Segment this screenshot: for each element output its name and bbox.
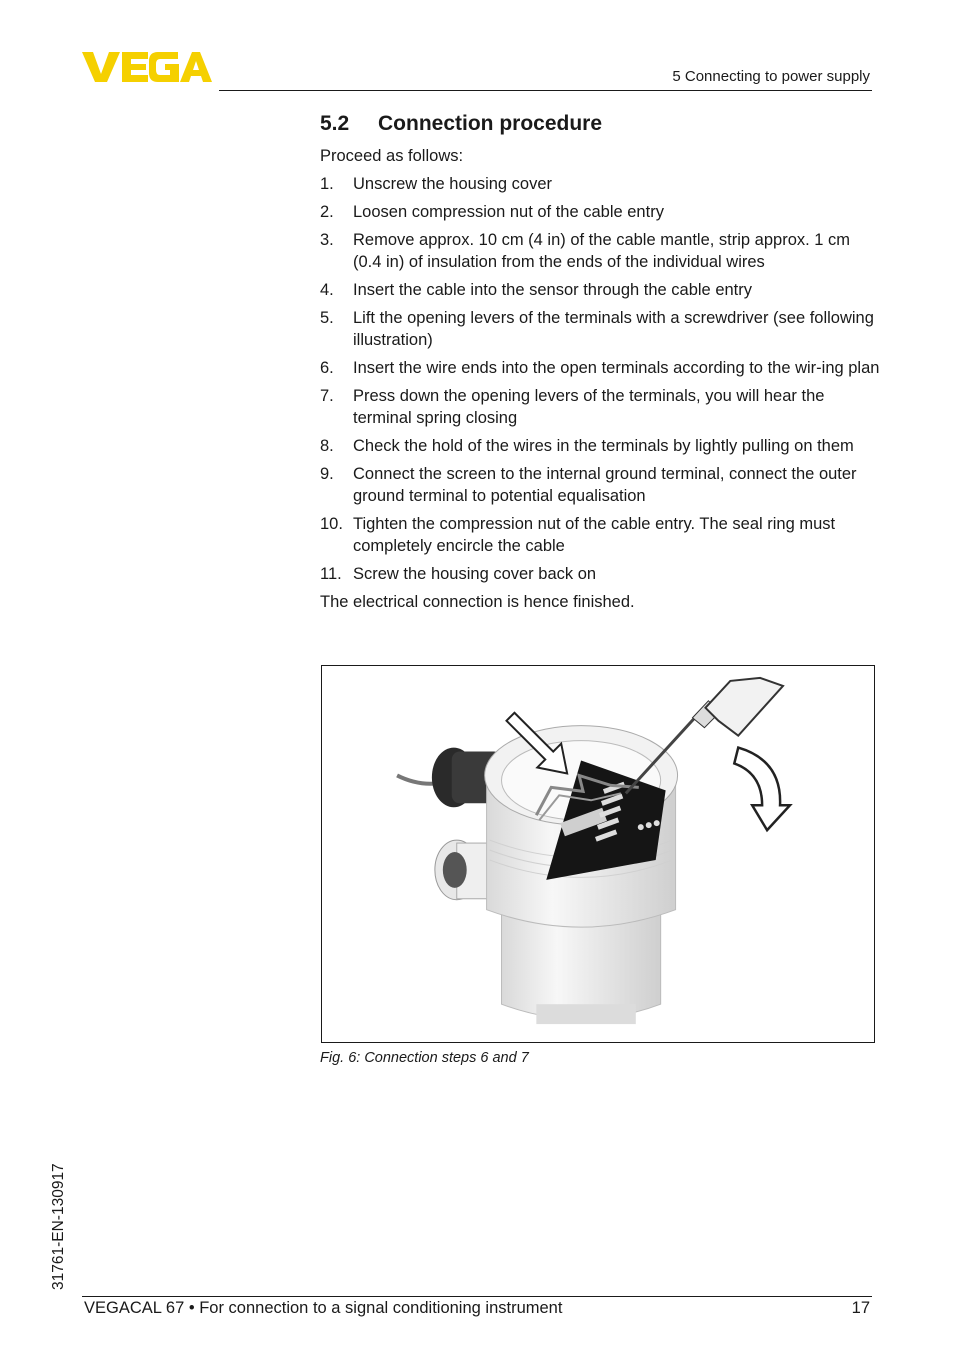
document-number: 31761-EN-130917 (50, 1163, 67, 1290)
section-title: Connection procedure (378, 112, 603, 135)
figure-caption: Fig. 6: Connection steps 6 and 7 (320, 1050, 529, 1066)
step-item (320, 385, 880, 429)
step-item (320, 563, 880, 585)
step-text: Screw the housing cover back on (353, 565, 597, 583)
step-item (320, 279, 880, 301)
step-number: 4. (320, 281, 334, 299)
step-item (320, 307, 880, 351)
step-text: Remove approx. 10 cm (4 in) of the cable mantle, strip approx. 1 cm (0.4 in) of insulation from the ends of the individual wires (353, 231, 851, 271)
step-item (320, 201, 880, 223)
header-section-label: 5 Connecting to power supply (672, 68, 870, 85)
intro-text: Proceed as follows: (320, 147, 464, 165)
section-heading (320, 112, 880, 136)
footer-product-text: VEGACAL 67 • For connection to a signal conditioning instrument (84, 1299, 563, 1317)
step-item (320, 463, 880, 507)
step-number: 2. (320, 203, 334, 221)
outro-text: The electrical connection is hence finished. (320, 593, 635, 611)
step-text: Tighten the compression nut of the cable entry. The seal ring must completely encircle the cable (353, 515, 836, 555)
figure-illustration (321, 665, 875, 1043)
step-text: Loosen compression nut of the cable entry (353, 203, 664, 221)
main-content (320, 112, 880, 613)
step-text: Press down the opening levers of the terminals, you will hear the terminal spring closing (353, 387, 825, 427)
step-number: 7. (320, 387, 334, 405)
step-number: 11. (320, 565, 342, 583)
step-text: Insert the cable into the sensor through the cable entry (353, 281, 752, 299)
header-rule (219, 90, 872, 91)
step-item (320, 513, 880, 557)
step-number: 5. (320, 309, 334, 327)
step-number: 1. (320, 175, 334, 193)
step-number: 6. (320, 359, 334, 377)
step-item (320, 173, 880, 195)
vega-logo (82, 50, 212, 84)
step-text: Check the hold of the wires in the terminals by lightly pulling on them (353, 437, 854, 455)
step-item (320, 435, 880, 457)
steps-list (320, 173, 880, 585)
section-number: 5.2 (320, 112, 350, 135)
step-item (320, 357, 880, 379)
step-number: 3. (320, 231, 334, 249)
page-number: 17 (851, 1299, 870, 1317)
step-number: 10. (320, 515, 343, 533)
step-item (320, 229, 880, 273)
step-number: 8. (320, 437, 334, 455)
step-text: Lift the opening levers of the terminals with a screwdriver (see following illustration) (353, 309, 874, 349)
footer-rule (82, 1296, 872, 1297)
housing-illustration (322, 666, 874, 1042)
step-text: Connect the screen to the internal ground terminal, connect the outer ground terminal to potential equalisation (353, 465, 857, 505)
step-number: 9. (320, 465, 334, 483)
step-text: Unscrew the housing cover (353, 175, 553, 193)
step-text: Insert the wire ends into the open terminals according to the wir-ing plan (353, 359, 880, 377)
